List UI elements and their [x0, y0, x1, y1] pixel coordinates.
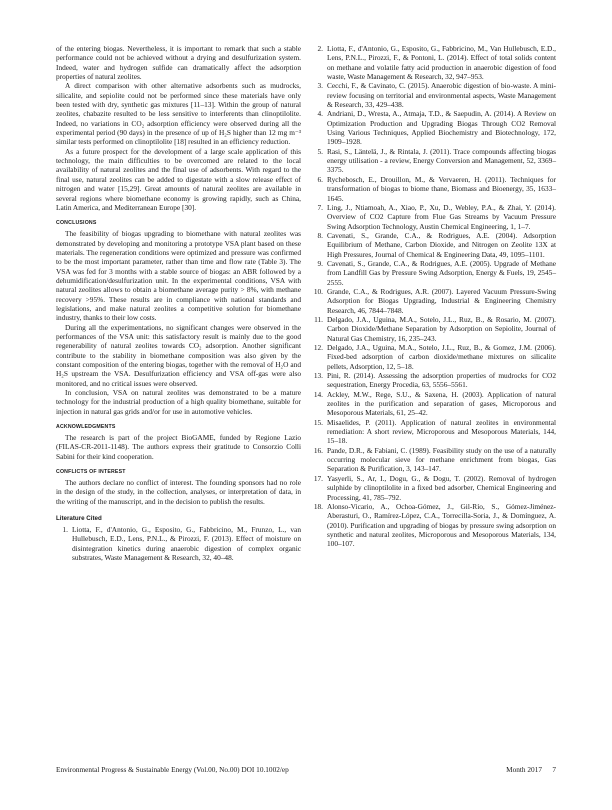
body-paragraph: of the entering biogas. Nevertheless, it is important to remark that such a stable performance could not be achieved without a drying and desulfurization system. Indeed, water and hydrogen sulfide can dramatically affect the adsorption properties of natural zeolites. [56, 44, 301, 82]
reference-item [311, 418, 556, 446]
conclusions-paragraph: During all the experimentations, no significant changes were observed in the performances of the VSA unit: this satisfactory result is mainly due to the good regenerability of natural zeolites towards CO₂ adsorption. Another significant contribute to the stability in biomethane composition was also given by the constant composition of the entering biogas, together with the removal of H₂O and H₂S upstream the VSA. Desulfurization efficiency and VSA off-gas were also monitored, and no critical issues were observed. [56, 322, 301, 388]
reference-text: Cavenati, S., Grande, C.A., & Rodrigues, A.E. (2004). Adsorption Equilibrium of Methane, Carbon Dioxide, and Nitrogen on Zeolite 13X at High Pressures, Journal of Chemical & Engineering Data, 49, 1095–1101. [327, 230, 556, 259]
reference-item [311, 343, 556, 371]
reference-number: 4. [317, 109, 323, 119]
reference-number: 8. [317, 230, 323, 240]
reference-text: Delgado, J.A., Uguina, M.A., Sotelo, J.L., Ruz, B., & Gomez, J.M. (2006). Fixed-bed adsorption of carbon dioxide/methane mixtures on silicalite pellets, Adsorption, 12, 5–18. [327, 343, 556, 371]
reference-item [311, 175, 556, 203]
acknowledgments-paragraph: The research is part of the project BioGAME, funded by Regione Lazio (FILAS-CR-2011-1148). The authors express their gratitude to Consorzio Colli Sabini for their kind cooperation. [56, 433, 301, 461]
reference-item [311, 446, 556, 474]
page-number: 7 [552, 765, 556, 774]
right-column [311, 44, 556, 549]
conflicts-heading: CONFLICTS OF INTEREST [56, 469, 126, 476]
reference-text: Ackley, M.W., Rege, S.U., & Saxena, H. (2003). Application of natural zeolites in the purification and separation of gases, Microporous and Mesoporous Materials, 61, 25–42. [327, 389, 556, 418]
reference-item [311, 474, 556, 502]
reference-text: Cecchi, F., & Cavinato, C. (2015). Anaerobic digestion of bio-waste. A mini-review focusing on territorial and environmental aspects, Waste Management & Research, 33, 429–438. [327, 81, 556, 110]
reference-text: Pini, R. (2014). Assessing the adsorption properties of mudrocks for CO2 sequestration, Energy Procedia, 63, 5556–5561. [327, 371, 556, 390]
reference-number: 9. [317, 258, 323, 268]
reference-item [311, 259, 556, 287]
reference-item [311, 147, 556, 175]
reference-text: Liotta, F., d'Antonio, G., Esposito, G., Fabbricino, M., Van Hullebusch, E.D., Lens, P.N.L., Pirozzi, F., & Pontoni, L. (2014). Effect of total solids content on methane and volatile fatty acid production in anaerobic digestion of food waste, Waste Management & Research, 32, 947–953. [327, 44, 556, 82]
acknowledgments-heading: ACKNOWLEDGMENTS [56, 424, 116, 431]
reference-number: 15. [313, 417, 323, 427]
reference-number: 3. [317, 81, 323, 91]
reference-text: Delgado, J.A., Uguina, M.A., Sotelo, J.L., Ruz, B., & Rosario, M. (2007). Carbon Dioxide/Methane Separation by Adsorption on Sepiolite, Journal of Natural Gas Chemistry, 16, 235–243. [327, 314, 556, 343]
reference-number: 12. [313, 343, 323, 352]
reference-number: 16. [313, 445, 323, 455]
reference-number: 14. [313, 389, 323, 399]
reference-number: 6. [317, 174, 323, 184]
reference-number: 18. [313, 501, 323, 511]
reference-list-right [311, 44, 556, 549]
body-paragraph: A direct comparison with other alternative adsorbents such as mudrocks, silicalite, and sepiolite could not be performed since these materials have only been tested with dry, synthetic gas mixtures [11–13]. Within the group of natural zeolites, chabazite resulted to be less sensitive to interferents than clinoptilolite. Indeed, no variations in CO₂ adsorption efficiency were observed during all the experimental period (90 days) in the presence of up of H₂S higher than 12 mg m⁻³ similar tests performed on clinoptilolite [18] resulted in an efficiency reduction. [56, 81, 301, 147]
reference-text: Andriani, D., Wresta, A., Atmaja, T.D., & Saepudin, A. (2014). A Review on Optimization Production and Upgrading Biogas Through CO2 Removal Using Various Techniques, Applied Biochemistry and Biotechnology, 172, 1909–1928. [327, 109, 556, 147]
reference-item [311, 109, 556, 146]
reference-text: Liotta, F., d'Antonio, G., Esposito, G., Fabbricino, M., Frunzo, L., van Hullebusch, E.D., Lens, P.N.L., & Pirozzi, F. (2013). Effect of moisture on disintegration kinetics during anaerobic digestion of complex organic substrates, Waste Management & Research, 32, 40–48. [72, 525, 301, 563]
reference-text: Grande, C.A., & Rodrigues, A.R. (2007). Layered Vacuum Pressure-Swing Adsorption for Biogas Upgrading, Industrial & Engineering Chemistry Research, 46, 7844–7848. [327, 286, 556, 315]
reference-text: Misaelides, P. (2011). Application of natural zeolites in environmental remediation: A short review, Microporous and Mesoporous Materials, 144, 15–18. [327, 417, 556, 446]
conclusions-paragraph: The feasibility of biogas upgrading to biomethane with natural zeolites was demonstrated by developing and monitoring a prototype VSA plant based on these materials. The regeneration conditions were optimized and pressure was confirmed to be the most important parameter, rather than time and flow rate (Table 3). The VSA was fed for 3 months with a stable source of biogas: an ABR followed by a dehumidification/desulfurization unit. In the experimental conditions, VSA with natural zeolites allows to obtain a biomethane average purity > 8%, with methane recovery >95%. These results are in compliance with national standards and legislations, and make natural zeolites a competitive solution for biomethane industry, thanks to their low costs. [56, 229, 301, 323]
reference-text: Cavenati, S., Grande, C.A., & Rodrigues, A.E. (2005). Upgrade of Methane from Landfill Gas by Pressure Swing Adsorption, Energy & Fuels, 19, 2545–2555. [327, 258, 556, 287]
body-paragraph: As a future prospect for the development of a large scale application of this technology, the main difficulties to be overcomed are related to the local availability of natural zeolites and the final use of adsorbents. With regard to the final use, natural zeolites can be added to digestate with a slow release effect of nitrogen and water [15,29]. Great amounts of natural zeolites are available in several regions where biomethane economy is growing rapidly, such as China, Latin America, and Mediterranean Europe [30]. [56, 146, 301, 212]
reference-number: 17. [313, 473, 323, 483]
footer-date: Month 2017 [506, 765, 542, 774]
reference-number: 10. [313, 286, 323, 296]
conflicts-paragraph: The authors declare no conflict of interest. The founding sponsors had no role in the design of the study, in the collection, analyses, or interpretation of data, in the writing of the manuscript, and in the decision to publish the results. [56, 478, 301, 506]
conclusions-heading: CONCLUSIONS [56, 220, 97, 227]
reference-number: 7. [317, 202, 323, 212]
reference-number: 2. [317, 44, 323, 53]
reference-number: 1. [62, 525, 68, 535]
reference-item [311, 390, 556, 418]
reference-item [56, 525, 301, 562]
reference-item [311, 502, 556, 549]
reference-item [311, 44, 556, 81]
reference-number: 13. [313, 371, 323, 381]
reference-item [311, 231, 556, 259]
reference-number: 5. [317, 146, 323, 156]
footer-journal: Environmental Progress & Sustainable Energy (Vol.00, No.00) DOI 10.1002/ep [56, 765, 289, 774]
reference-item [311, 203, 556, 231]
reference-text: Ling, J., Ntiamoah, A., Xiao, P., Xu, D., Webley, P.A., & Zhai, Y. (2014). Overview of CO2 Capture from Flue Gas Streams by Vacuum Pressure Swing Adsorption Technology, Austin Chemical Engineering, 1, 1–7. [327, 202, 556, 231]
reference-text: Pande, D.R., & Fabiani, C. (1989). Feasibility study on the use of a naturally occurring molecular sieve for methane enrichment from biogas, Gas Separation & Purification, 3, 143–147. [327, 445, 556, 474]
reference-item [311, 371, 556, 390]
conclusions-paragraph: In conclusion, VSA on natural zeolites was demonstrated to be a mature technology for the industrial production of a high quality biomethane, suitable for injection in natural gas grids and/or for use in automotive vehicles. [56, 388, 301, 416]
reference-item [311, 287, 556, 315]
reference-item [311, 315, 556, 343]
reference-item [311, 81, 556, 109]
reference-text: Alonso-Vicario, A., Ochoa-Gómez, J., Gil-Río, S., Gómez-Jiménez-Aberasturi, O., Ramírez-López, C.A., Torrecilla-Soria, J., & Domínguez, A. (2010). Purification and upgrading of biogas by pressure swing adsorption on synthetic and natural zeolites, Microporous and Mesoporous Materials, 134, 100–107. [327, 501, 556, 549]
reference-text: Rasi, S., Läntelä, J., & Rintala, J. (2011). Trace compounds affecting biogas energy utilisation - a review, Energy Conversion and Management, 52, 3369–3375. [327, 146, 556, 175]
page-footer [56, 765, 556, 775]
reference-list-left [56, 525, 301, 562]
left-column [56, 44, 301, 563]
reference-number: 11. [314, 314, 323, 324]
reference-text: Yasyerli, S., Ar, I., Dogu, G., & Dogu, T. (2002). Removal of hydrogen sulphide by clinoptilolite in a fixed bed adsorber, Chemical Engineering and Processing, 41, 785–792. [327, 473, 556, 502]
literature-cited-heading: Literature Cited [56, 515, 102, 523]
reference-text: Rychebosch, E., Drouillon, M., & Vervaeren, H. (2011). Techniques for transformation of biogas to biome thane, Biomass and Bioenergy, 35, 1633–1645. [327, 174, 556, 203]
